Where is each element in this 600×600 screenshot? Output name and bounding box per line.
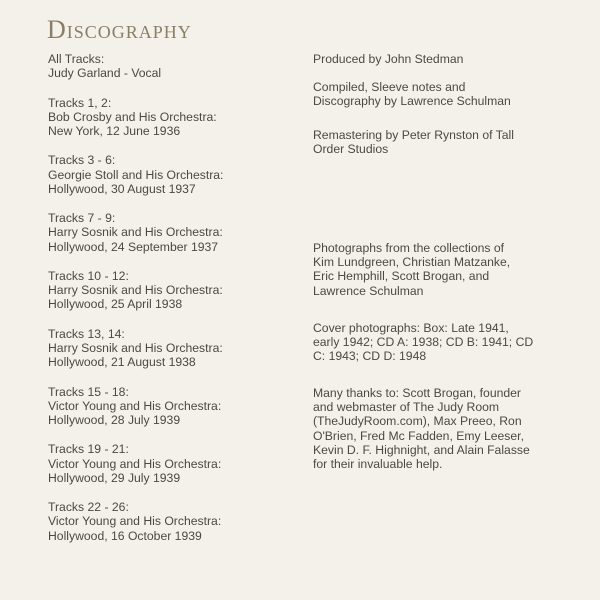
session-entry [48,96,298,139]
credit-line: early 1942; CD A: 1938; CD B: 1941; CD [313,335,534,350]
credit-line: Kevin D. F. Highnight, and Alain Falasse [313,442,530,457]
credit-line: Order Studios [313,142,389,157]
credit-compiler [313,80,593,108]
entry-line: Judy Garland - Vocal [48,66,162,81]
entry-line: New York, 12 June 1936 [48,124,181,138]
credit-line: Eric Hemphill, Scott Brogan, and [313,269,490,284]
credit-line: for their invaluable help. [313,457,443,472]
entry-line: Hollywood, 28 July 1939 [48,412,181,427]
credit-line: Produced by John Stedman [313,52,464,66]
entry-line: Tracks 1, 2: [48,95,112,110]
credit-line: Lawrence Schulman [313,283,424,298]
entry-line: Victor Young and His Orchestra: [48,514,222,529]
entry-line: Tracks 10 - 12: [48,268,129,283]
credit-line: Photographs from the collections of [313,241,505,255]
credit-line: Kim Lundgreen, Christian Matzanke, [313,255,511,270]
entry-line: Harry Sosnik and His Orchestra: [48,340,223,355]
entry-line: Georgie Stoll and His Orchestra: [48,167,224,182]
session-entry [48,327,298,370]
session-entry [48,385,298,428]
credit-line: Many thanks to: Scott Brogan, founder [313,386,521,400]
entry-line: Hollywood, 30 August 1937 [48,181,196,196]
entry-line: Tracks 15 - 18: [48,384,129,399]
credit-line: C: 1943; CD D: 1948 [313,349,427,364]
session-entry [48,500,298,543]
discography-column [48,52,298,558]
credit-line: Compiled, Sleeve notes and [313,80,466,94]
entry-line: All Tracks: [48,52,105,66]
entry-line: Hollywood, 25 April 1938 [48,297,183,312]
session-entry [48,52,298,80]
entry-line: Hollywood, 21 August 1938 [48,355,196,370]
credit-remastering [313,128,593,156]
entry-line: Harry Sosnik and His Orchestra: [48,283,223,298]
entry-line: Harry Sosnik and His Orchestra: [48,225,223,240]
session-entry [48,153,298,196]
entry-line: Tracks 13, 14: [48,326,125,341]
credit-line: (TheJudyRoom.com), Max Preeo, Ron [313,414,522,429]
credit-line: Discography by Lawrence Schulman [313,94,511,109]
credit-line: O'Brien, Fred Mc Fadden, Emy Leeser, [313,428,524,443]
session-entry [48,211,298,254]
entry-line: Hollywood, 16 October 1939 [48,528,202,543]
entry-line: Hollywood, 29 July 1939 [48,470,181,485]
entry-line: Victor Young and His Orchestra: [48,398,222,413]
entry-line: Tracks 7 - 9: [48,211,116,226]
credit-photographs [313,241,593,298]
credit-line: Cover photographs: Box: Late 1941, [313,321,509,335]
entry-line: Tracks 22 - 26: [48,500,129,515]
credit-thanks [313,386,593,471]
credit-producer [313,52,593,66]
session-entry [48,442,298,485]
entry-line: Bob Crosby and His Orchestra: [48,109,217,124]
session-entry [48,269,298,312]
page-title: Discography [47,15,192,44]
credit-line: Remastering by Peter Rynston of Tall [313,128,514,142]
entry-line: Hollywood, 24 September 1937 [48,239,219,254]
entry-line: Tracks 3 - 6: [48,153,116,168]
entry-line: Victor Young and His Orchestra: [48,456,222,471]
credit-cover-photographs [313,321,593,364]
entry-line: Tracks 19 - 21: [48,442,129,457]
credit-line: and webmaster of The Judy Room [313,400,500,415]
